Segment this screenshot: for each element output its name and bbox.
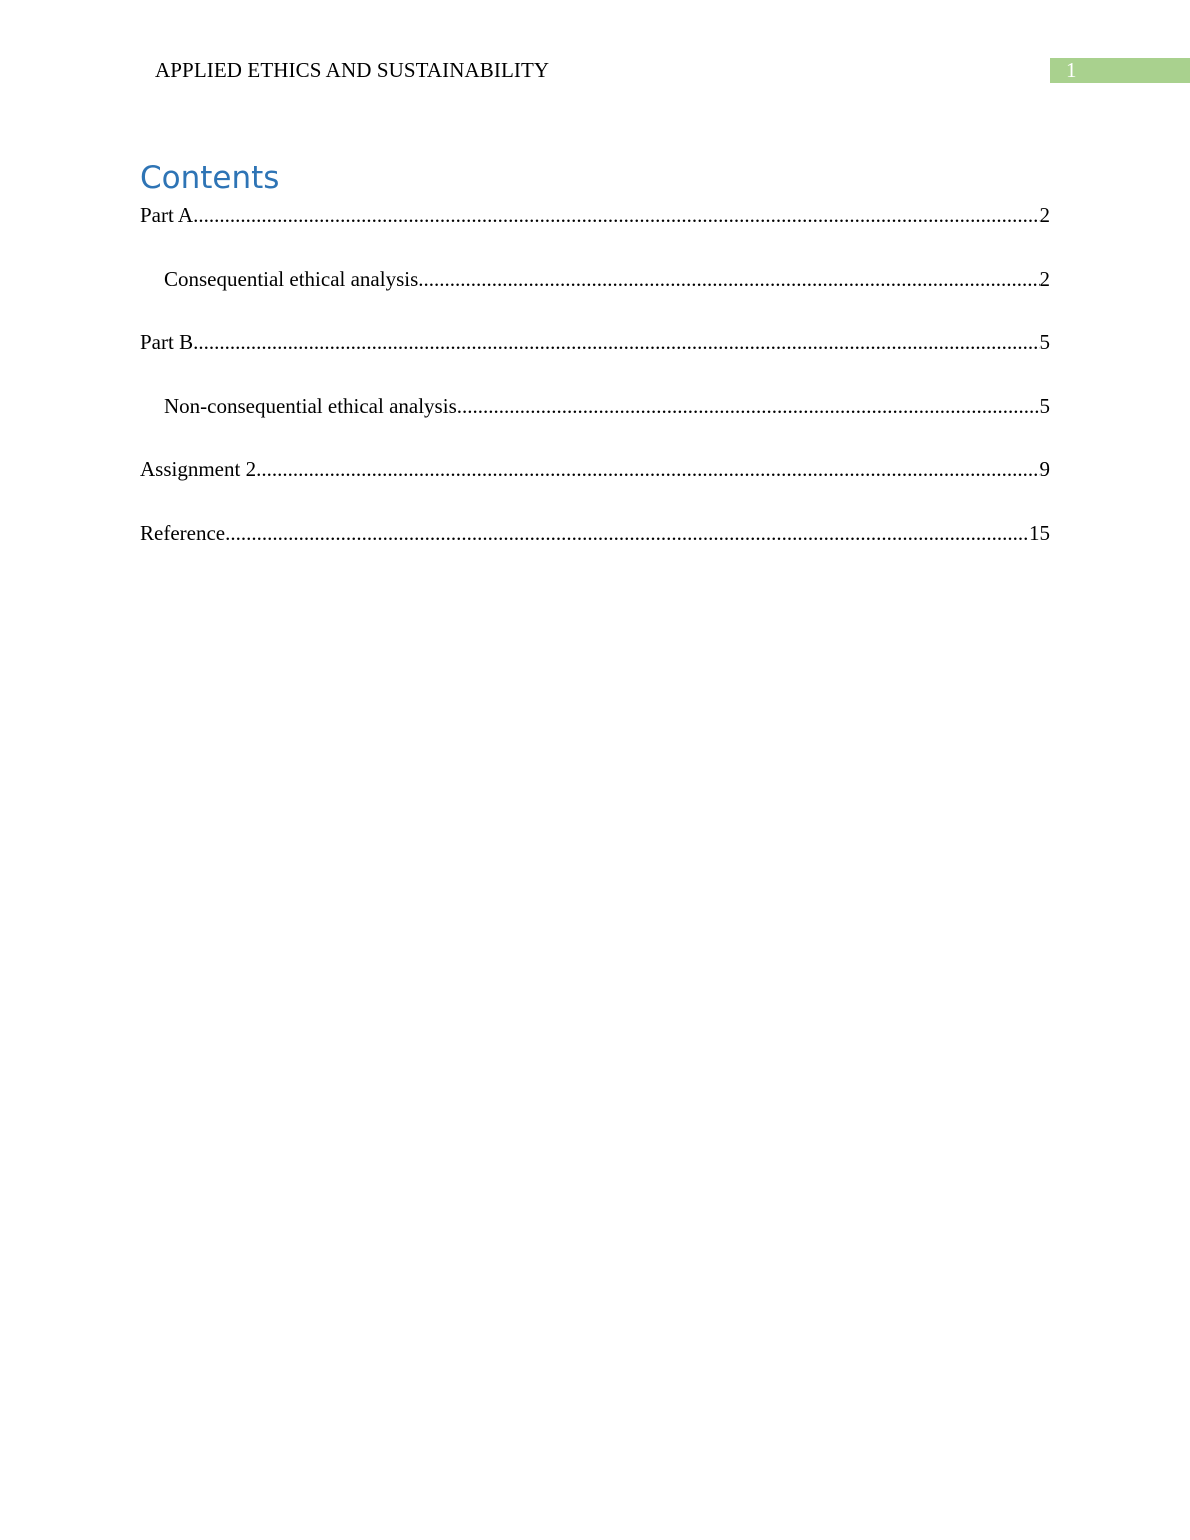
toc-entry-page: 2 [1039, 267, 1050, 291]
toc-title: Contents [140, 160, 280, 196]
toc-entry-non-consequential-analysis[interactable] [164, 391, 1050, 421]
toc-entry-label: Assignment 2 [140, 457, 257, 481]
toc-entry-page: 9 [1039, 457, 1050, 481]
toc-entry-consequential-analysis[interactable] [164, 264, 1050, 294]
running-head: APPLIED ETHICS AND SUSTAINABILITY [155, 58, 550, 82]
toc-entry-assignment-2[interactable] [140, 454, 1050, 484]
page-header [0, 0, 1190, 100]
toc-dot-leader [418, 264, 1039, 294]
toc-entry-reference[interactable] [140, 518, 1050, 548]
toc-entry-part-b[interactable] [140, 327, 1050, 357]
toc-dot-leader [457, 391, 1040, 421]
toc-entry-page: 2 [1039, 203, 1050, 227]
toc-entry-label: Part B [140, 330, 194, 354]
toc-entry-label: Consequential ethical analysis [164, 267, 419, 291]
toc-entry-label: Reference [140, 521, 226, 545]
toc-entry-page: 15 [1029, 521, 1050, 545]
toc-entry-label: Non-consequential ethical analysis [164, 394, 457, 418]
toc-dot-leader [193, 200, 1039, 230]
toc-entry-label: Part A [140, 203, 194, 227]
toc-entry-part-a[interactable] [140, 200, 1050, 230]
toc-dot-leader [193, 327, 1039, 357]
toc-entry-page: 5 [1039, 394, 1050, 418]
page-number: 1 [1066, 58, 1077, 82]
toc-dot-leader [256, 454, 1039, 484]
page-number-box [1050, 58, 1190, 83]
toc-entry-page: 5 [1039, 330, 1050, 354]
toc-dot-leader [225, 518, 1029, 548]
